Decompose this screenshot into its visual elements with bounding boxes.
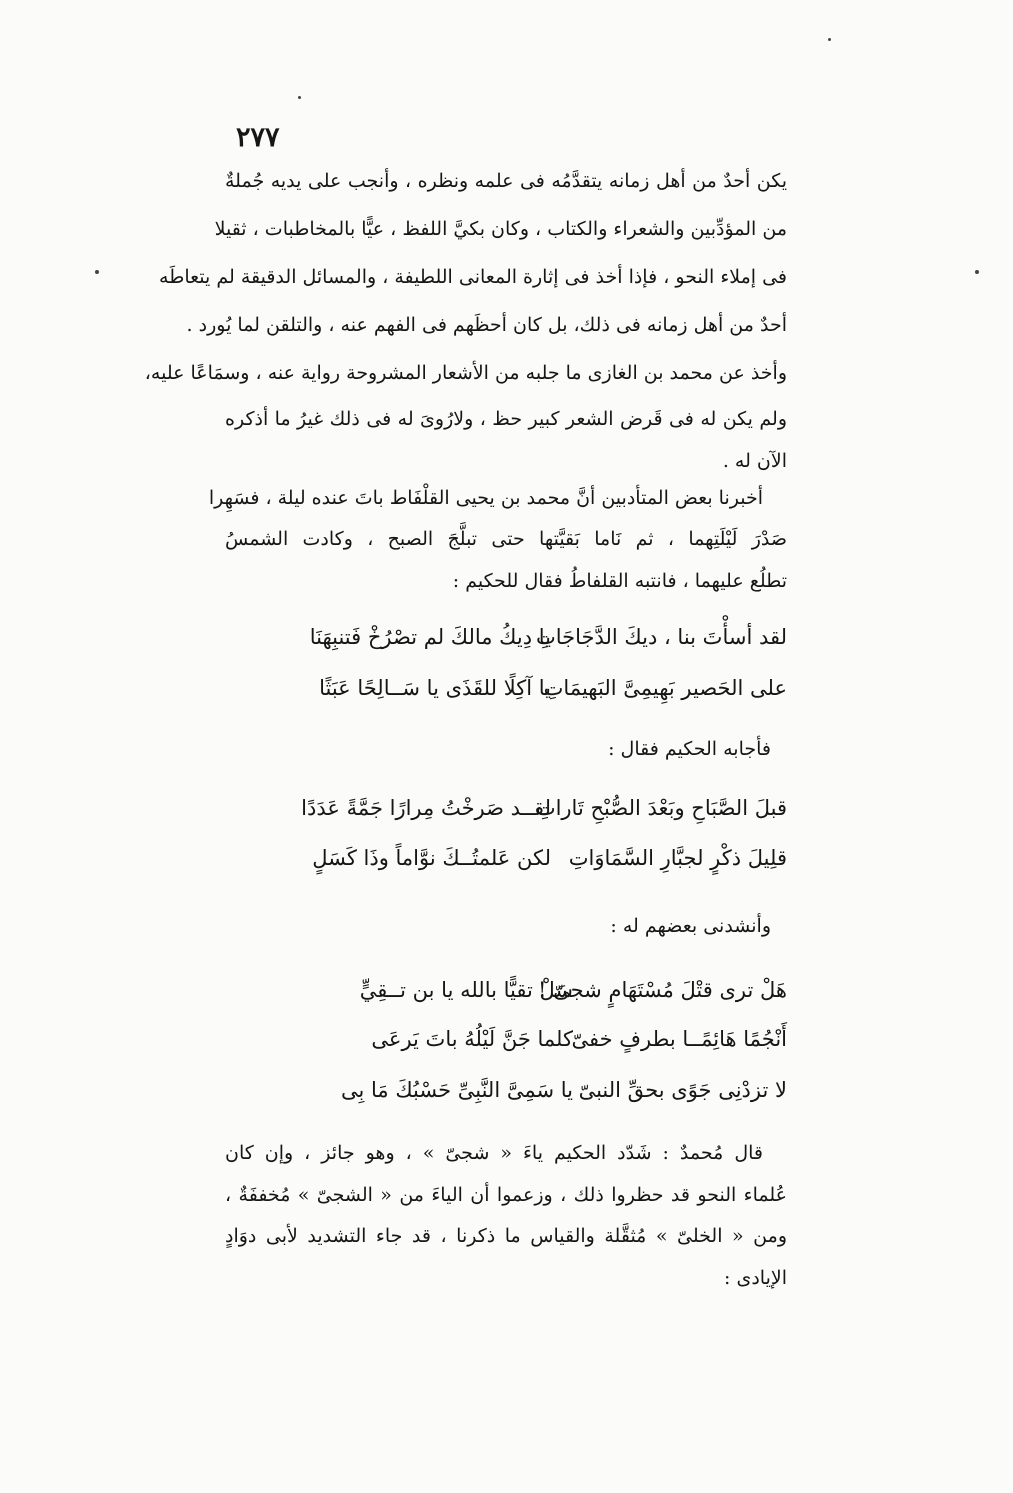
- verse-intro: فأجابه الحكيم فقال :: [608, 738, 771, 760]
- text-line: من المؤدِّبين والشعراء والكتاب ، وكان بكيَّ اللفظ ، عيًّا بالمخاطبات ، ثقيلا: [214, 218, 787, 240]
- verse-second-hemistich: قبلَ الصَّبَاحِ وبَعْدَ الصُّبْحِ تَاراتِ: [535, 796, 787, 820]
- verse-second-hemistich: هَلْ ترى قتْلَ مُسْتَهَامٍ شجىّ !: [538, 978, 787, 1002]
- verse-second-hemistich: أَنْجُمًا هَائِمًــا بطرفٍ خفىّ: [571, 1027, 787, 1051]
- verse-first-hemistich: يا آكِلًا للقَذَى يا سَــالِحًا عَبَثًا: [319, 676, 551, 700]
- text-line: تطلُع عليهما ، فانتبه القلفاطُ فقال للحكيم :: [452, 570, 787, 592]
- text-line: أخبرنا بعض المتأدبين أنَّ محمد بن يحيى القلْفَاط باتَ عنده ليلة ، فسَهِرا: [208, 487, 763, 509]
- page-number: ٢٧٧: [236, 122, 280, 153]
- verse-first-hemistich: يا دِيكُ مالكَ لم تصْرُخْ فَتنبِهَنَا: [309, 625, 551, 649]
- text-line: الآن له .: [722, 450, 787, 472]
- text-line: ولم يكن له فى قَرض الشعر كبير حظ ، ولارُوىَ له فى ذلك غيرُ ما أذكره: [225, 408, 787, 430]
- speck: [95, 270, 99, 274]
- verse-first-hemistich: لكن عَلمتُــكَ نوَّاماً وذَا كَسَلٍ: [312, 846, 551, 870]
- verse-second-hemistich: قلِيلَ ذكْرٍ لجبَّارِ السَّمَاوَاتِ: [568, 846, 787, 870]
- verse-intro: وأنشدنى بعضهم له :: [610, 915, 771, 937]
- text-line: يكن أحدٌ من أهل زمانه يتقدَّمُه فى علمه ونظره ، وأنجب على يديه جُملةٌ: [225, 170, 787, 192]
- verse-second-hemistich: لقد أسأْتَ بنا ، ديكَ الدَّجَاجَاتِ: [535, 625, 787, 649]
- text-line: فى إملاء النحو ، فإذا أخذ فى إثارة المعانى اللطيفة ، والمسائل الدقيقة لم يتعاطَه: [159, 266, 787, 288]
- speck: [975, 270, 979, 274]
- text-line: ومن « الخلىّ » مُثقَّلة والقياس ما ذكرنا ، قد جاء التشديد لأبى دوَادٍ: [225, 1225, 787, 1247]
- verse-second-hemistich: على الحَصير بَهِيمِىَّ البَهيمَاتِ: [543, 676, 787, 700]
- verse-first-hemistich: يا سَمِىَّ النَّبِىِّ حَسْبُكَ مَا بِى: [340, 1078, 573, 1102]
- text-line: الإيادى :: [724, 1267, 787, 1289]
- verse-first-hemistich: سَلْ تقيًّا بالله يا بن تــقِيٍّ: [359, 978, 573, 1002]
- text-line: أحدٌ من أهل زمانه فى ذلك، بل كان أحظَهم فى الفهم عنه ، والتلقن لما يُورد .: [186, 314, 787, 336]
- text-line: قال مُحمدٌ : شَدّد الحكيم ياءَ « شجىّ » ، وهو جائز ، وإن كان: [225, 1142, 763, 1164]
- verse-first-hemistich: كلما جَنَّ لَيْلُهُ باتَ يَرعَى: [371, 1027, 573, 1051]
- text-line: وأخذ عن محمد بن الغازى ما جلبه من الأشعار المشروحة رواية عنه ، وسمَاعًا عليه،: [144, 362, 787, 384]
- text-line: صَدْرَ لَيْلَتِهما ، ثم نَاما بَقيَّتها حتى تبلَّجَ الصبح ، وكادت الشمسُ: [225, 528, 787, 550]
- speck: [828, 38, 831, 41]
- verse-first-hemistich: لقــد صَرخْتُ مِرارًا جَمَّةً عَدَدًا: [301, 796, 551, 820]
- speck: [298, 96, 301, 99]
- verse-second-hemistich: لا تزدْنِى جَوًى بحقِّ النبىّ: [578, 1078, 787, 1102]
- text-line: عُلماء النحو قد حظروا ذلك ، وزعموا أن الياءَ من « الشجىّ » مُخففَةٌ ،: [225, 1184, 787, 1206]
